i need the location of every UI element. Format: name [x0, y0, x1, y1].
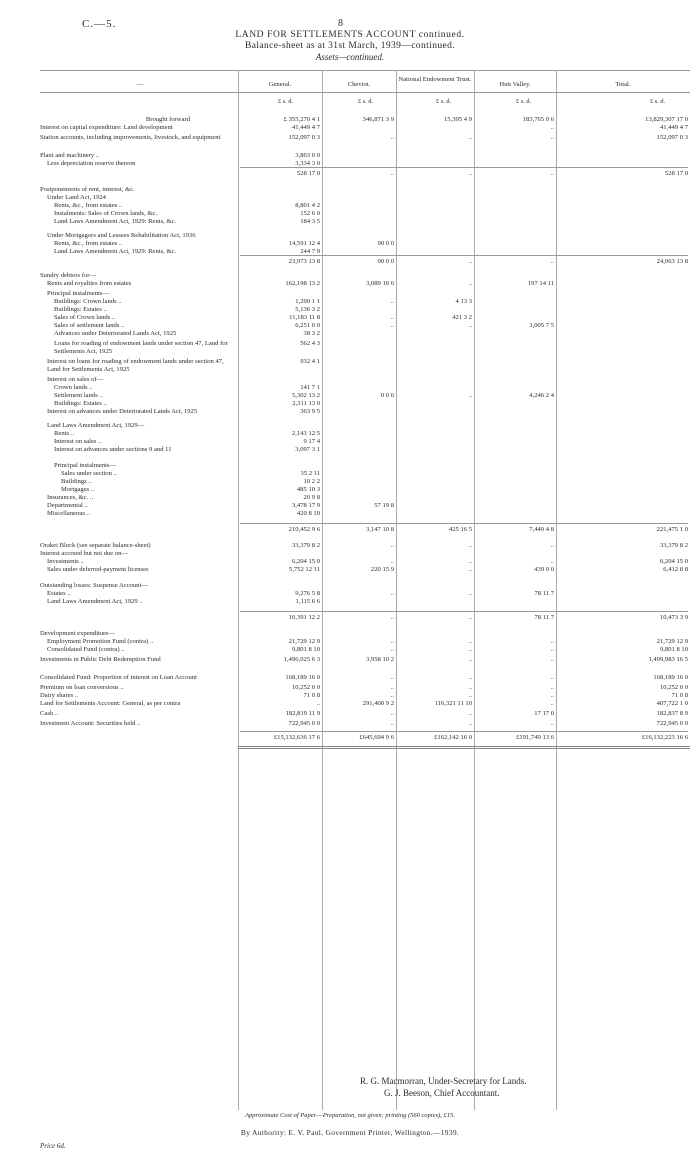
row-label: Instalments: Sales of Crown lands, &c.: [54, 210, 158, 217]
cell-n: 116,321 11 10: [434, 700, 472, 707]
table-row: [40, 170, 690, 179]
table-row: [40, 700, 690, 709]
cell-g: 3,478 17 9: [291, 502, 320, 509]
cost-note: Approximate Cost of Paper.—Preparation, not given; printing (560 copies), £15.: [245, 1112, 455, 1119]
cell-g: 210,452 9 6: [288, 526, 320, 533]
cell-c: ..: [390, 646, 394, 653]
cell-g: 363 9 5: [300, 408, 320, 415]
row-label: Buildings ..: [61, 478, 92, 485]
cell-g: 152,097 0 3: [288, 134, 320, 141]
cell-t: 21,729 12 9: [656, 638, 688, 645]
cell-n: ..: [468, 280, 472, 287]
row-label: Rents ..: [54, 430, 74, 437]
signature-under-secretary: R. G. Macmorran, Under-Secretary for Lands.: [360, 1076, 527, 1086]
cell-g: 41,449 4 7: [291, 124, 320, 131]
cell-c: ..: [390, 614, 394, 621]
row-label: Insurances, &c. ..: [47, 494, 94, 501]
cell-n: ..: [468, 646, 472, 653]
cell-g: 1,115 6 6: [295, 598, 320, 605]
table-row: [40, 566, 690, 575]
cell-g: 33,379 8 2: [291, 542, 320, 549]
cell-c: 346,871 3 9: [362, 116, 394, 123]
cell-t: 221,475 1 0: [656, 526, 688, 533]
cell-n: ..: [468, 542, 472, 549]
row-label: Departmental ..: [47, 502, 88, 509]
table-row: [40, 446, 690, 455]
cell-g: 21,729 12 9: [288, 638, 320, 645]
cell-g: 5,302 13 2: [291, 392, 320, 399]
row-label: Rents, &c., from estates ..: [54, 240, 123, 247]
row-label: Miscellaneous ..: [47, 510, 91, 517]
cell-h: 3,005 7 5: [529, 322, 554, 329]
cell-n: ..: [468, 684, 472, 691]
row-label: Buildings: Crown lands ..: [54, 298, 122, 305]
cell-c: ..: [390, 542, 394, 549]
cell-c: ..: [390, 638, 394, 645]
cell-g: 8,801 4 2: [295, 202, 320, 209]
cell-n: ..: [468, 692, 472, 699]
cell-n: ..: [468, 558, 472, 565]
cell-g: 9,801 8 10: [291, 646, 320, 653]
row-label: Sales under deferred-payment licenses: [47, 566, 149, 573]
table-row: [40, 124, 690, 133]
cell-g: 3,097 3 1: [295, 446, 320, 453]
row-label: Interest on loans for roading of endowment lands under section 47, Land for Settlements Act, 1925: [47, 358, 224, 373]
cell-h: ..: [550, 258, 554, 265]
row-label: Principal instalments—: [47, 290, 110, 297]
row-label: Interest on advances under Deteriorated Lands Act, 1925: [47, 408, 198, 415]
column-header-blank: —: [136, 81, 144, 88]
table-row: [40, 408, 690, 417]
row-label: Estates ..: [47, 590, 71, 597]
lsd-cheviot: £ s. d.: [358, 98, 374, 105]
cell-c: ..: [390, 692, 394, 699]
row-label: Sales of Crown lands ..: [54, 314, 116, 321]
cell-c: 3,147 10 8: [365, 526, 394, 533]
cell-c: ..: [390, 720, 394, 727]
row-label: Orakei Block (see separate balance-sheet): [40, 542, 151, 549]
cell-g: 38 3 2: [303, 330, 320, 337]
table-row: [40, 646, 690, 655]
cell-g: 5,752 12 11: [288, 566, 320, 573]
row-label: Less depreciation reserve thereon: [47, 160, 136, 167]
cell-n: ..: [468, 170, 472, 177]
row-label: Settlement lands ..: [54, 392, 103, 399]
cell-t: 6,412 8 8: [663, 566, 688, 573]
header-code: C.—5.: [82, 18, 117, 30]
cell-h: 4,246 2 4: [529, 392, 554, 399]
cell-h: 17 17 0: [534, 710, 554, 717]
cell-n: ..: [468, 134, 472, 141]
cell-h: ..: [550, 170, 554, 177]
row-label: Crown lands ..: [54, 384, 93, 391]
cell-n: 15,395 4 9: [443, 116, 472, 123]
cell-g: 35 2 11: [300, 470, 320, 477]
row-label: Investments ..: [47, 558, 84, 565]
table-top-rule: [40, 70, 690, 71]
lsd-total: £ s. d.: [650, 98, 666, 105]
cell-h: ..: [550, 542, 554, 549]
row-label: Interest on sales ..: [54, 438, 102, 445]
cell-h: ..: [550, 646, 554, 653]
row-label: Loans for roading of endowment lands under section 47, Land for Settlements Act, 1925: [54, 340, 228, 355]
row-label: Employment Promotion Fund (contra) ..: [47, 638, 154, 645]
row-label: Interest on sales of—: [47, 376, 104, 383]
row-label: Investment Account: Securities held ..: [40, 720, 141, 727]
cell-n: ..: [468, 638, 472, 645]
table-row: [40, 598, 690, 607]
cell-h: £191,749 13 6: [516, 734, 554, 741]
column-header-national-endowment: National Endowment Trust.: [398, 76, 472, 83]
cell-t: 10,252 0 0: [659, 684, 688, 691]
cell-n: 421 3 2: [452, 314, 472, 321]
table-row: [40, 358, 690, 373]
table-row: [40, 734, 690, 743]
table-row: [40, 614, 690, 623]
cell-g: 6,204 15 0: [291, 558, 320, 565]
column-header-total: Total.: [615, 81, 631, 88]
row-label: Station accounts, including improvements, livestock, and equipment: [40, 134, 221, 141]
cell-c: ..: [390, 558, 394, 565]
row-label: Consolidated Fund: Proportion of interest on Loan Account: [40, 674, 197, 681]
cell-c: 3,089 10 6: [365, 280, 394, 287]
row-label: Land Laws Amendment Act, 1929 ..: [47, 598, 143, 605]
cell-c: 291,400 9 2: [362, 700, 394, 707]
cell-t: 168,189 16 0: [653, 674, 688, 681]
cell-g: 152 6 0: [300, 210, 320, 217]
cell-h: ..: [550, 656, 554, 663]
cell-g: 2,143 12 5: [291, 430, 320, 437]
cell-c: 220 15 9: [370, 566, 394, 573]
cell-g: 20 9 8: [303, 494, 320, 501]
column-header-cheviot: Cheviot.: [347, 81, 371, 88]
cell-g: 11,183 11 8: [289, 314, 320, 321]
cell-g: 485 10 3: [296, 486, 320, 493]
cell-g: 5,136 3 2: [295, 306, 320, 313]
table-row: [40, 710, 690, 719]
cell-c: ..: [390, 684, 394, 691]
cell-g: £ 355,270 4 1: [283, 116, 320, 123]
row-label: Interest on advances under sections 9 and 11: [54, 446, 172, 453]
cell-c: 0 0 6: [380, 392, 394, 399]
lsd-general: £ s. d.: [278, 98, 294, 105]
price: Price 6d.: [40, 1142, 66, 1150]
cell-t: 71 0 8: [671, 692, 688, 699]
cell-g: 10,391 12 2: [288, 614, 320, 621]
table-row: [40, 656, 690, 665]
cell-g: 1,290 1 1: [295, 298, 320, 305]
table-row: [40, 720, 690, 729]
row-label: Principal instalments—: [54, 462, 117, 469]
title-block: [0, 30, 700, 63]
cell-n: £162,142 16 0: [434, 734, 472, 741]
row-label: Cash ..: [40, 710, 59, 717]
column-header-general: General.: [268, 81, 292, 88]
cell-g: 71 0 8: [303, 692, 320, 699]
table-row: [40, 280, 690, 289]
cell-h: ..: [550, 720, 554, 727]
cell-g: 244 7 9: [300, 248, 320, 255]
cell-h: ..: [550, 638, 554, 645]
cell-t: 1,499,983 16 5: [648, 656, 688, 663]
header-rule: [40, 92, 690, 93]
cell-h: 7,449 4 8: [529, 526, 554, 533]
cell-n: ..: [468, 392, 472, 399]
page-number: 8: [338, 18, 343, 29]
row-label: Buildings: Estates ..: [54, 400, 107, 407]
table-row: [40, 340, 690, 355]
table-row: [40, 218, 690, 227]
column-header-hutt-valley: Hutt Valley.: [499, 81, 531, 88]
cell-c: £645,694 9 6: [359, 734, 394, 741]
table-row: [40, 134, 690, 143]
row-label: Sales under section ..: [61, 470, 117, 477]
row-label: Investments in Public Debt Redemption Fund: [40, 656, 161, 663]
cell-c: 90 0 0: [377, 240, 394, 247]
cell-c: ..: [390, 134, 394, 141]
cell-n: ..: [468, 566, 472, 573]
row-label: Advances under Deteriorated Lands Act, 1925: [54, 330, 177, 337]
cell-g: £15,132,636 17 6: [273, 734, 320, 741]
cell-h: 78 11 7: [534, 614, 554, 621]
cell-g: 182,819 11 9: [285, 710, 320, 717]
row-label: Sales of settlement lands ..: [54, 322, 125, 329]
cell-t: 722,945 0 0: [656, 720, 688, 727]
row-label: Dairy shares ..: [40, 692, 79, 699]
cell-c: ..: [390, 590, 394, 597]
cell-h: 439 0 0: [534, 566, 554, 573]
cell-c: 57 19 8: [374, 502, 394, 509]
table-bottom-rule: [238, 746, 690, 749]
row-label: Consolidated Fund (contra) ..: [47, 646, 125, 653]
cell-n: 4 13 3: [455, 298, 472, 305]
cell-g: 14,591 12 4: [288, 240, 320, 247]
row-label: Rents and royalties from estates: [47, 280, 132, 287]
cell-c: ..: [390, 710, 394, 717]
cell-n: ..: [468, 710, 472, 717]
cell-g: 722,945 0 0: [288, 720, 320, 727]
row-label: Rents, &c., from estates ..: [54, 202, 123, 209]
row-label: Under Mortgagors and Lessees Rehabilitation Act, 1936: [47, 232, 196, 239]
cell-n: ..: [468, 590, 472, 597]
cell-t: 13,829,307 17 0: [645, 116, 688, 123]
subtotal-rule: [240, 523, 688, 524]
cell-g: 9 17 4: [303, 438, 320, 445]
lsd-national: £ s. d.: [436, 98, 452, 105]
row-label: Interest on capital expenditure: Land development: [40, 124, 173, 131]
cell-c: ..: [390, 314, 394, 321]
row-label: Land for Settlements Account: General, as per contra: [40, 700, 181, 707]
cell-t: 407,722 1 0: [656, 700, 688, 707]
cell-c: 90 0 0: [377, 258, 394, 265]
cell-t: 528 17 0: [664, 170, 688, 177]
cell-h: ..: [550, 692, 554, 699]
row-label: Premium on loan conversions ..: [40, 684, 124, 691]
cell-g: 932 4 1: [300, 358, 320, 365]
row-label: Outstanding losses: Suspense Account—: [40, 582, 148, 589]
row-label: Plant and machinery ..: [40, 152, 100, 159]
cell-g: 420 8 10: [296, 510, 320, 517]
cell-t: 24,063 13 8: [656, 258, 688, 265]
document-title: LAND FOR SETTLEMENTS ACCOUNT continued.: [235, 30, 465, 40]
cell-c: ..: [390, 298, 394, 305]
cell-t: £16,132,223 16 6: [641, 734, 688, 741]
row-label: Land Laws Amendment Act, 1929: Rents, &c.: [54, 218, 177, 225]
cell-h: 197 14 11: [527, 280, 554, 287]
table-row: [40, 258, 690, 267]
cell-t: 41,449 4 7: [659, 124, 688, 131]
signature-chief-accountant: G. J. Beeson, Chief Accountant.: [384, 1088, 500, 1098]
cell-g: 528 17 0: [296, 170, 320, 177]
cell-n: ..: [468, 674, 472, 681]
cell-h: ..: [550, 134, 554, 141]
table-row: [40, 510, 690, 519]
cell-c: ..: [390, 322, 394, 329]
cell-g: 168,189 16 0: [285, 674, 320, 681]
cell-t: 182,837 8 9: [656, 710, 688, 717]
row-label: Development expenditure—: [40, 630, 115, 637]
row-label: Buildings: Estates ..: [54, 306, 107, 313]
table-row: [40, 674, 690, 683]
cell-g: 10,252 0 0: [291, 684, 320, 691]
authority-line: By Authority: E. V. Paul, Government Printer, Wellington.—1939.: [240, 1128, 460, 1137]
cell-g: 3,334 3 0: [295, 160, 320, 167]
cell-n: ..: [468, 258, 472, 265]
row-label: Interest accrued but not due on—: [40, 550, 129, 557]
cell-g: 3,863 0 0: [295, 152, 320, 159]
cell-g: 162,198 13 2: [285, 280, 320, 287]
subtotal-rule: [240, 167, 688, 168]
row-label: Land Laws Amendment Act, 1929—: [47, 422, 145, 429]
row-label: Land Laws Amendment Act, 1929: Rents, &c.: [54, 248, 177, 255]
cell-n: ..: [468, 322, 472, 329]
cell-t: 10,473 3 9: [659, 614, 688, 621]
cell-g: 10 2 2: [303, 478, 320, 485]
cell-c: ..: [390, 170, 394, 177]
cell-h: ..: [550, 124, 554, 131]
cell-g: 1,496,025 6 3: [283, 656, 320, 663]
cell-t: 152,097 0 3: [656, 134, 688, 141]
row-label: Postponements of rent, interest, &c.: [40, 186, 135, 193]
row-label: Brought forward: [145, 116, 190, 123]
row-label: Mortgages ..: [61, 486, 95, 493]
lsd-hutt: £ s. d.: [516, 98, 532, 105]
section-heading: Assets—continued.: [315, 52, 385, 62]
cell-h: ..: [550, 684, 554, 691]
cell-t: 33,379 8 2: [659, 542, 688, 549]
cell-g: 184 3 5: [300, 218, 320, 225]
cell-c: ..: [390, 674, 394, 681]
subtotal-rule: [240, 255, 688, 256]
cell-h: 78 11 7: [534, 590, 554, 597]
cell-h: ..: [550, 674, 554, 681]
cell-h: 183,765 0 6: [522, 116, 554, 123]
cell-n: 425 16 5: [448, 526, 472, 533]
cell-g: 6,251 0 0: [295, 322, 320, 329]
balance-sheet-table: [40, 70, 690, 1110]
cell-g: 2,311 13 0: [292, 400, 320, 407]
subtotal-rule: [240, 731, 688, 732]
cell-t: 9,801 8 10: [659, 646, 688, 653]
row-label: Under Land Act, 1924: [47, 194, 106, 201]
cell-n: ..: [468, 720, 472, 727]
cell-n: ..: [468, 656, 472, 663]
cell-g: 9,276 5 8: [295, 590, 320, 597]
cell-g: ..: [316, 700, 320, 707]
cell-h: ..: [550, 558, 554, 565]
cell-g: 23,973 13 8: [288, 258, 320, 265]
subtotal-rule: [240, 611, 688, 612]
cell-h: ..: [550, 700, 554, 707]
table-row: [40, 330, 690, 339]
cell-n: ..: [468, 614, 472, 621]
document-subtitle: Balance-sheet as at 31st March, 1939—continued.: [244, 41, 456, 51]
row-label: Sundry debtors for—: [40, 272, 97, 279]
cell-g: 562 4 3: [300, 340, 320, 347]
cell-g: 141 7 1: [300, 384, 320, 391]
cell-t: 6,204 15 0: [659, 558, 688, 565]
table-row: [40, 526, 690, 535]
cell-c: 3,958 10 2: [365, 656, 394, 663]
